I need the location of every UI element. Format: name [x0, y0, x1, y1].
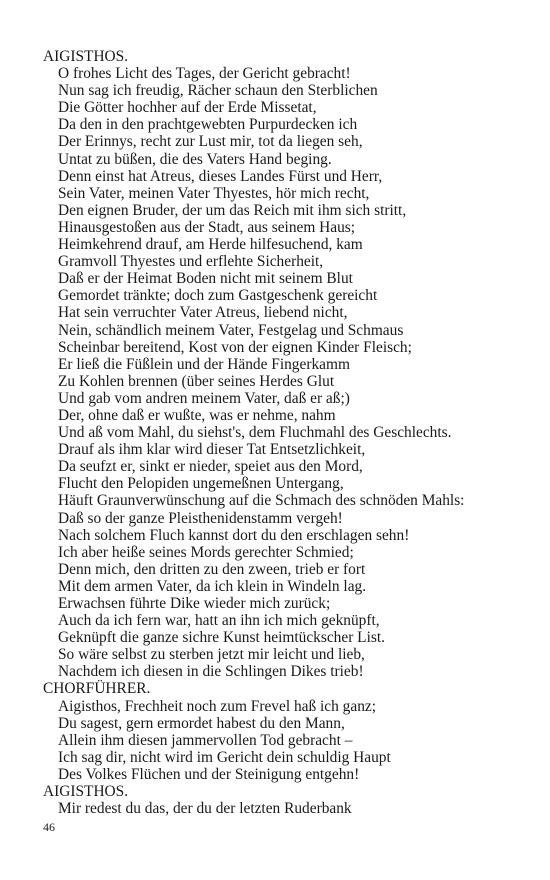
verse-line: Scheinbar bereitend, Kost von der eignen Kinder Fleisch;	[58, 338, 412, 356]
verse-line: Denn einst hat Atreus, dieses Landes Fürst und Herr,	[58, 167, 383, 185]
verse-line: Nun sag ich freudig, Rächer schaun den Sterblichen	[58, 82, 378, 100]
verse-line: Nachdem ich diesen in die Schlingen Dikes trieb!	[58, 663, 364, 681]
verse-line: Allein ihm diesen jammervollen Tod gebracht –	[58, 731, 353, 749]
verse-line: Flucht den Pelopiden ungemeßnen Untergang,	[58, 475, 344, 493]
verse-line: Daß so der ganze Pleisthenidenstamm vergeh!	[58, 509, 343, 527]
verse-line: Mir redest du das, der du der letzten Ruderbank	[58, 800, 352, 818]
verse-line: So wäre selbst zu sterben jetzt mir leicht und lieb,	[58, 646, 365, 664]
page-number: 46	[43, 820, 55, 834]
verse-line: Untat zu büßen, die des Vaters Hand beging.	[58, 150, 332, 168]
verse-line: Da seufzt er, sinkt er nieder, speiet aus den Mord,	[58, 458, 363, 476]
verse-line: Und gab vom andren meinem Vater, daß er aß;)	[58, 389, 350, 407]
verse-line: Denn mich, den dritten zu den zween, trieb er fort	[58, 560, 366, 578]
verse-line: O frohes Licht des Tages, der Gericht gebracht!	[58, 65, 351, 83]
verse-line: Gramvoll Thyestes und erflehte Sicherheit,	[58, 253, 324, 271]
verse-line: Auch da ich fern war, hatt an ihn ich mich geknüpft,	[58, 612, 380, 630]
verse-line: Da den in den prachtgewebten Purpurdecken ich	[58, 116, 358, 134]
play-text	[43, 48, 523, 817]
verse-line: Heimkehrend drauf, am Herde hilfesuchend, kam	[58, 236, 363, 254]
verse-line: Zu Kohlen brennen (über seines Herdes Glut	[58, 372, 335, 390]
verse-line: Geknüpft die ganze sichre Kunst heimtückscher List.	[58, 629, 385, 647]
verse-line: Du sagest, gern ermordet habest du den Mann,	[58, 714, 345, 732]
verse-line: Mit dem armen Vater, da ich klein in Windeln lag.	[58, 577, 367, 595]
verse-line: Nein, schändlich meinem Vater, Festgelag und Schmaus	[58, 321, 404, 339]
verse-line: Die Götter hochher auf der Erde Missetat,	[58, 99, 317, 117]
verse-line: Aigisthos, Frechheit noch zum Frevel haß ich ganz;	[58, 697, 376, 715]
verse-line: Sein Vater, meinen Vater Thyestes, hör mich recht,	[58, 184, 370, 202]
verse-line: Den eignen Bruder, der um das Reich mit ihm sich stritt,	[58, 201, 407, 219]
speaker-name: AIGISTHOS.	[43, 48, 129, 65]
verse-line: Hinausgestoßen aus der Stadt, aus seinem Haus;	[58, 218, 356, 236]
verse-line: Erwachsen führte Dike wieder mich zurück;	[58, 595, 331, 612]
verse-line: Ich aber heiße seines Mords gerechter Schmied;	[58, 543, 354, 561]
verse-line: Drauf als ihm klar wird dieser Tat Entsetzlichkeit,	[58, 441, 366, 459]
verse-line: Der Erinnys, recht zur Lust mir, tot da liegen seh,	[58, 133, 363, 151]
verse-line: Des Volkes Flüchen und der Steinigung entgehn!	[58, 765, 360, 783]
verse-line: Und aß vom Mahl, du siehst's, dem Fluchmahl des Geschlechts.	[58, 424, 452, 442]
verse-line: Häuft Graunverwünschung auf die Schmach des schnöden Mahls:	[58, 492, 465, 510]
verse-line: Hat sein verruchter Vater Atreus, liebend nicht,	[58, 304, 348, 322]
verse-line: Ich sag dir, nicht wird im Gericht dein schuldig Haupt	[58, 748, 391, 766]
verse-line: Gemordet tränkte; doch zum Gastgeschenk gereicht	[58, 287, 378, 305]
speaker-name: AIGISTHOS.	[43, 783, 129, 801]
verse-line: Der, ohne daß er wußte, was er nehme, nahm	[58, 406, 336, 424]
verse-line: Er ließ die Füßlein und der Hände Fingerkamm	[58, 355, 350, 373]
verse-line: Nach solchem Fluch kannst dort du den erschlagen sehn!	[58, 526, 410, 544]
verse-line: Daß er der Heimat Boden nicht mit seinem Blut	[58, 270, 353, 288]
speaker-name: CHORFÜHRER.	[43, 680, 151, 698]
